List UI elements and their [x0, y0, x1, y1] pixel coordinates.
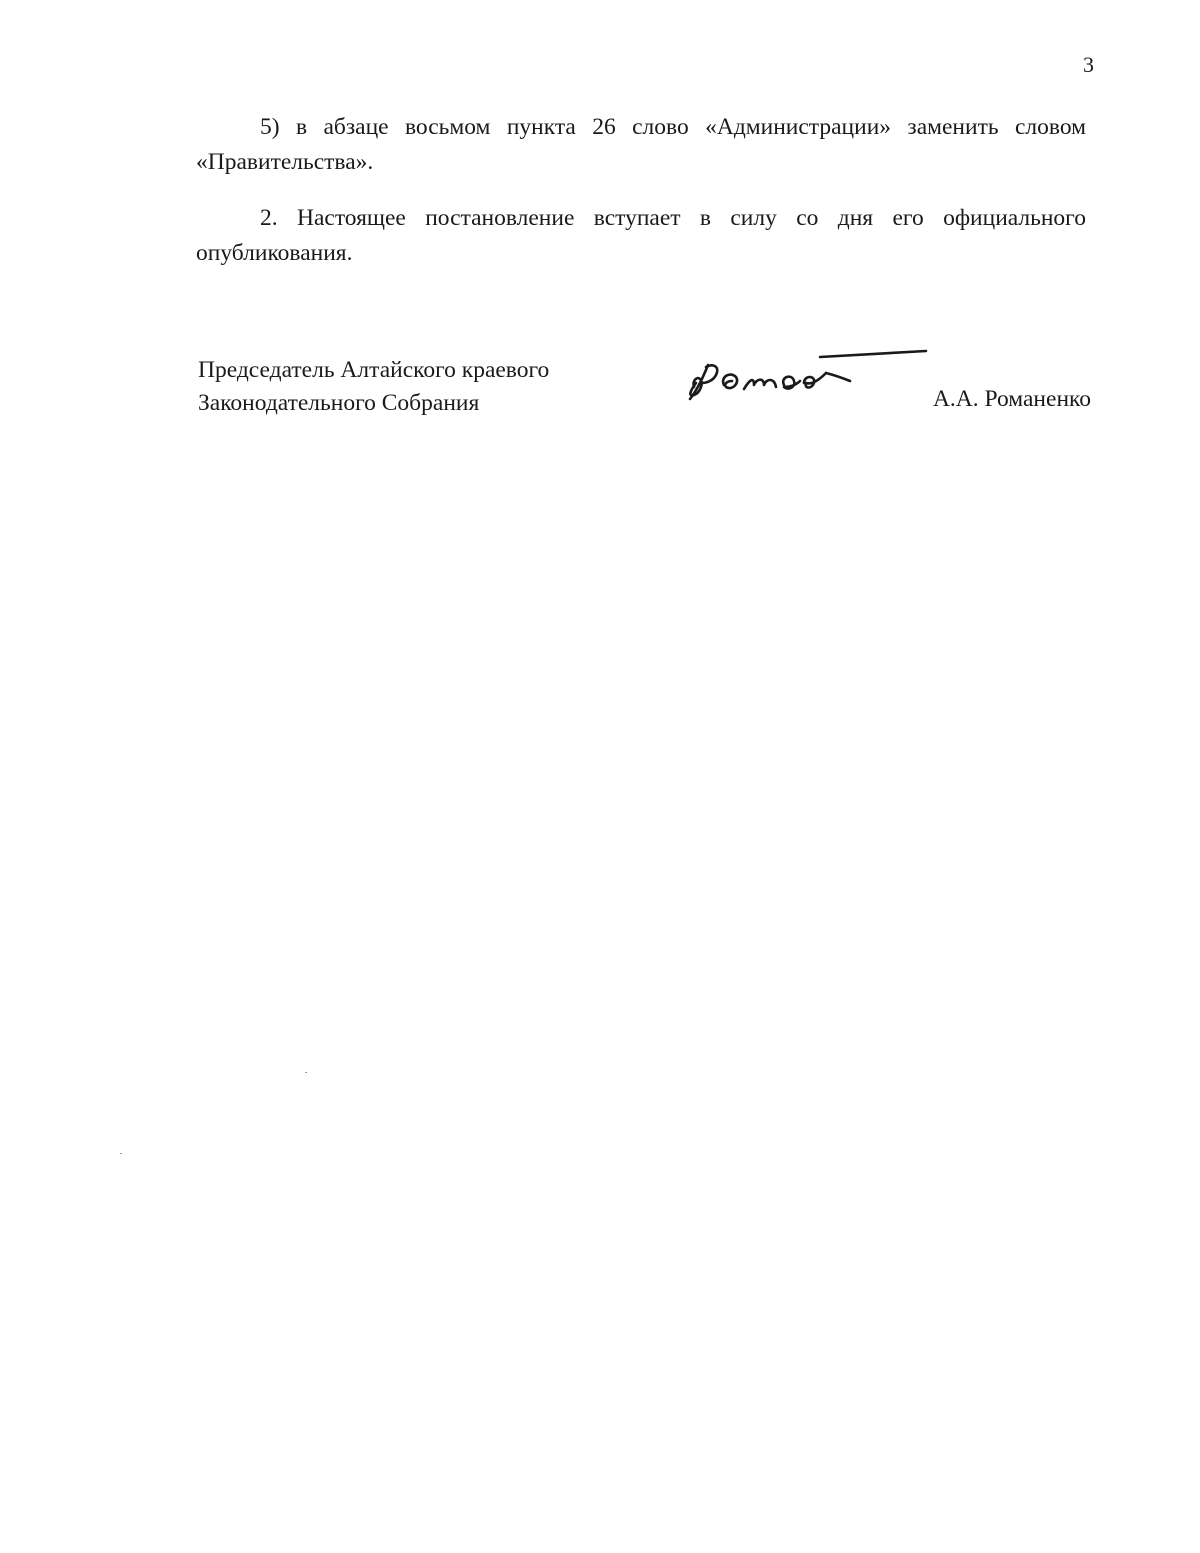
signer-name: А.А. Романенко [932, 386, 1091, 412]
signer-title-line-1: Председатель Алтайского краевого [198, 357, 550, 383]
scan-speck [120, 1153, 122, 1154]
effective-date-paragraph: 2. Настоящее постановление вступает в силу со дня его официального опубликования. [196, 205, 1086, 266]
handwritten-signature-icon [680, 345, 940, 415]
signer-title-line-2: Законодательного Собрания [198, 390, 480, 416]
signer-title [198, 354, 618, 420]
scan-speck [305, 1072, 307, 1073]
page-number: 3 [1083, 52, 1094, 77]
amendment-paragraph: 5) в абзаце восьмом пункта 26 слово «Администрации» заменить словом «Правительства». [196, 114, 1086, 175]
